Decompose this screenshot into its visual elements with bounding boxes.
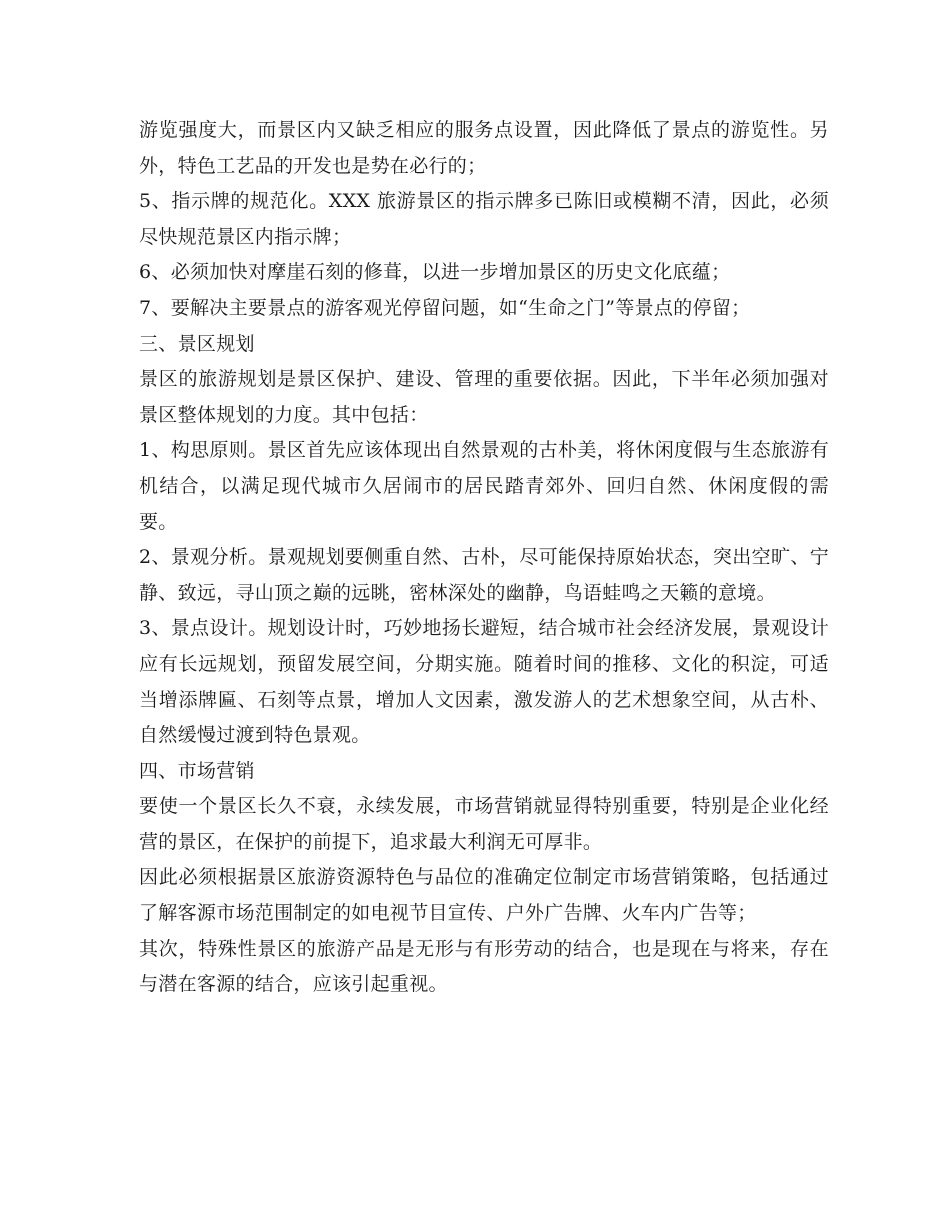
- document-body: [139, 113, 829, 1003]
- section-heading-marketing: 四、市场营销: [139, 759, 255, 782]
- paragraph-item-5: 5、指示牌的规范化。XXX 旅游景区的指示牌多已陈旧或模糊不清，因此，必须尽快规范景区内指示牌；: [139, 190, 829, 248]
- paragraph-marketing-3: 其次，特殊性景区的旅游产品是无形与有形劳动的结合，也是现在与将来，存在与潜在客源的结合，应该引起重视。: [139, 937, 829, 996]
- paragraph-planning-intro: 景区的旅游规划是景区保护、建设、管理的重要依据。因此，下半年必须加强对景区整体规划的力度。其中包括：: [139, 368, 829, 426]
- paragraph-planning-2: 2、景观分析。景观规划要侧重自然、古朴，尽可能保持原始状态，突出空旷、宁静、致远，寻山顶之巅的远眺，密林深处的幽静，鸟语蛙鸣之天籁的意境。: [139, 546, 829, 604]
- paragraph-planning-1: 1、构思原则。景区首先应该体现出自然景观的古朴美，将休闲度假与生态旅游有机结合，以满足现代城市久居闹市的居民踏青郊外、回归自然、休闲度假的需要。: [139, 439, 829, 533]
- paragraph-item-7: 7、要解决主要景点的游客观光停留问题，如“生命之门”等景点的停留；: [139, 296, 751, 319]
- paragraph-planning-3: 3、景点设计。规划设计时，巧妙地扬长避短，结合城市社会经济发展，景观设计应有长远规划，预留发展空间，分期实施。随着时间的推移、文化的积淀，可适当增添牌匾、石刻等点景，增加人文因素，激发游人的艺术想象空间，从古朴、自然缓慢过渡到特色景观。: [139, 617, 829, 747]
- paragraph-continuation: 游览强度大，而景区内又缺乏相应的服务点设置，因此降低了景点的游览性。另外，特色工艺品的开发也是势在必行的；: [139, 119, 829, 177]
- paragraph-marketing-2: 因此必须根据景区旅游资源特色与品位的准确定位制定市场营销策略，包括通过了解客源市场范围制定的如电视节目宣传、户外广告牌、火车内广告等；: [139, 866, 829, 925]
- paragraph-item-6: 6、必须加快对摩崖石刻的修葺，以进一步增加景区的历史文化底蕴；: [139, 261, 731, 284]
- section-heading-planning: 三、景区规划: [139, 332, 255, 355]
- paragraph-marketing-1: 要使一个景区长久不衰，永续发展，市场营销就显得特别重要，特别是企业化经营的景区，在保护的前提下，追求最大利润无可厚非。: [139, 795, 829, 853]
